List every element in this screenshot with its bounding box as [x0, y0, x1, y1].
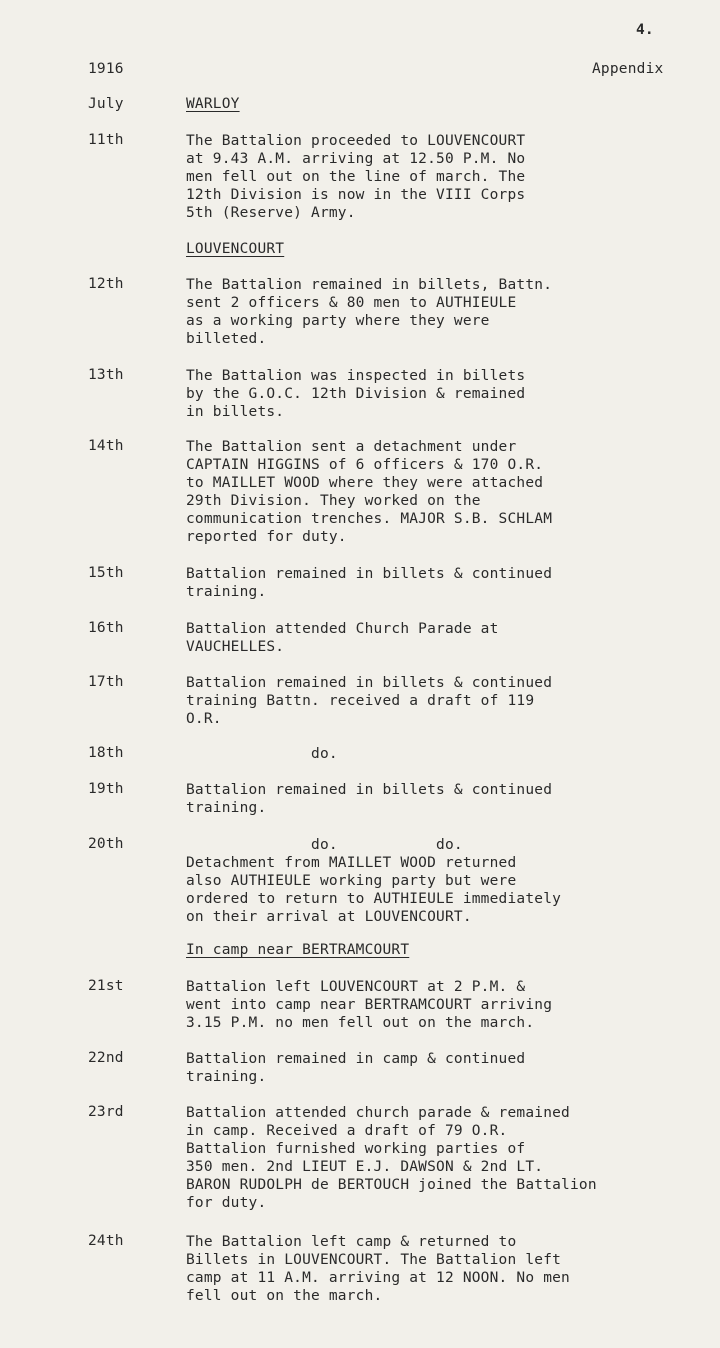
entry-line: training.: [186, 584, 267, 600]
entry-line: CAPTAIN HIGGINS of 6 officers & 170 O.R.: [186, 457, 544, 473]
entry-line: Battalion attended Church Parade at: [186, 621, 499, 637]
entry-line: Battalion left LOUVENCOURT at 2 P.M. &: [186, 979, 526, 995]
entry-date: 21st: [88, 978, 124, 994]
entry-line: for duty.: [186, 1195, 267, 1211]
page-number: 4.: [636, 22, 654, 38]
entry-line: Battalion remained in camp & continued: [186, 1051, 526, 1067]
entry-date: 18th: [88, 745, 124, 761]
year: 1916: [88, 61, 124, 77]
entry-text: [186, 620, 499, 656]
entry-line: Battalion remained in billets & continued: [186, 566, 553, 582]
entry-line: training.: [186, 1069, 267, 1085]
entry-line: men fell out on the line of march. The: [186, 169, 526, 185]
entry-line: sent 2 officers & 80 men to AUTHIEULE: [186, 295, 517, 311]
entry-text: [186, 978, 552, 1032]
entry-date: 14th: [88, 438, 124, 454]
entry-line: to MAILLET WOOD where they were attached: [186, 475, 544, 491]
entry-line: at 9.43 A.M. arriving at 12.50 P.M. No: [186, 151, 526, 167]
entry-line: by the G.O.C. 12th Division & remained: [186, 386, 526, 402]
entry-line: do. do.: [186, 837, 463, 853]
entry-line: 350 men. 2nd LIEUT E.J. DAWSON & 2nd LT.: [186, 1159, 544, 1175]
entry-line: 12th Division is now in the VIII Corps: [186, 187, 526, 203]
heading-warloy: WARLOY: [186, 96, 240, 112]
appendix-label: Appendix: [592, 61, 664, 77]
entry-line: do.: [186, 746, 338, 762]
entry-line: The Battalion was inspected in billets: [186, 368, 526, 384]
heading-bertrancourt: In camp near BERTRAMCOURT: [186, 942, 410, 958]
entry-date: 22nd: [88, 1050, 124, 1066]
entry-text: [186, 836, 561, 926]
entry-line: 5th (Reserve) Army.: [186, 205, 356, 221]
entry-line: in camp. Received a draft of 79 O.R.: [186, 1123, 508, 1139]
entry-text: [186, 781, 552, 817]
entry-line: O.R.: [186, 711, 222, 727]
entry-date: 16th: [88, 620, 124, 636]
entry-date: 11th: [88, 132, 124, 148]
entry-date: 12th: [88, 276, 124, 292]
entry-text: [186, 276, 552, 348]
entry-line: communication trenches. MAJOR S.B. SCHLAM: [186, 511, 553, 527]
entry-line: Battalion remained in billets & continued: [186, 782, 553, 798]
month: July: [88, 96, 124, 112]
entry-line: on their arrival at LOUVENCOURT.: [186, 909, 472, 925]
entry-date: 13th: [88, 367, 124, 383]
entry-line: went into camp near BERTRAMCOURT arriving: [186, 997, 553, 1013]
entry-line: Billets in LOUVENCOURT. The Battalion left: [186, 1252, 562, 1268]
entry-text: [186, 1104, 597, 1212]
entry-line: Battalion remained in billets & continued: [186, 675, 553, 691]
entry-line: 3.15 P.M. no men fell out on the march.: [186, 1015, 535, 1031]
entry-date: 23rd: [88, 1104, 124, 1120]
entry-date: 15th: [88, 565, 124, 581]
entry-line: billeted.: [186, 331, 267, 347]
entry-date: 20th: [88, 836, 124, 852]
entry-text: [186, 1233, 570, 1305]
entry-line: 29th Division. They worked on the: [186, 493, 481, 509]
entry-line: reported for duty.: [186, 529, 347, 545]
entry-line: BARON RUDOLPH de BERTOUCH joined the Battalion: [186, 1177, 597, 1193]
entry-text: [186, 565, 552, 601]
entry-date: 24th: [88, 1233, 124, 1249]
entry-date: 19th: [88, 781, 124, 797]
entry-line: fell out on the march.: [186, 1288, 383, 1304]
entry-text: [186, 745, 338, 763]
entry-line: Battalion attended church parade & remained: [186, 1105, 570, 1121]
entry-date: 17th: [88, 674, 124, 690]
entry-line: Battalion furnished working parties of: [186, 1141, 526, 1157]
entry-text: [186, 438, 552, 546]
entry-line: The Battalion proceeded to LOUVENCOURT: [186, 133, 526, 149]
entry-line: The Battalion sent a detachment under: [186, 439, 517, 455]
entry-text: [186, 1050, 525, 1086]
entry-line: as a working party where they were: [186, 313, 490, 329]
entry-line: VAUCHELLES.: [186, 639, 285, 655]
entry-line: The Battalion left camp & returned to: [186, 1234, 517, 1250]
entry-line: The Battalion remained in billets, Battn.: [186, 277, 553, 293]
heading-louvencourt: LOUVENCOURT: [186, 241, 285, 257]
entry-line: ordered to return to AUTHIEULE immediately: [186, 891, 562, 907]
entry-text: [186, 674, 552, 728]
entry-text: [186, 132, 525, 222]
entry-line: Detachment from MAILLET WOOD returned: [186, 855, 517, 871]
entry-text: [186, 367, 525, 421]
entry-line: training.: [186, 800, 267, 816]
entry-line: in billets.: [186, 404, 285, 420]
entry-line: camp at 11 A.M. arriving at 12 NOON. No men: [186, 1270, 570, 1286]
entry-line: also AUTHIEULE working party but were: [186, 873, 517, 889]
entry-line: training Battn. received a draft of 119: [186, 693, 535, 709]
